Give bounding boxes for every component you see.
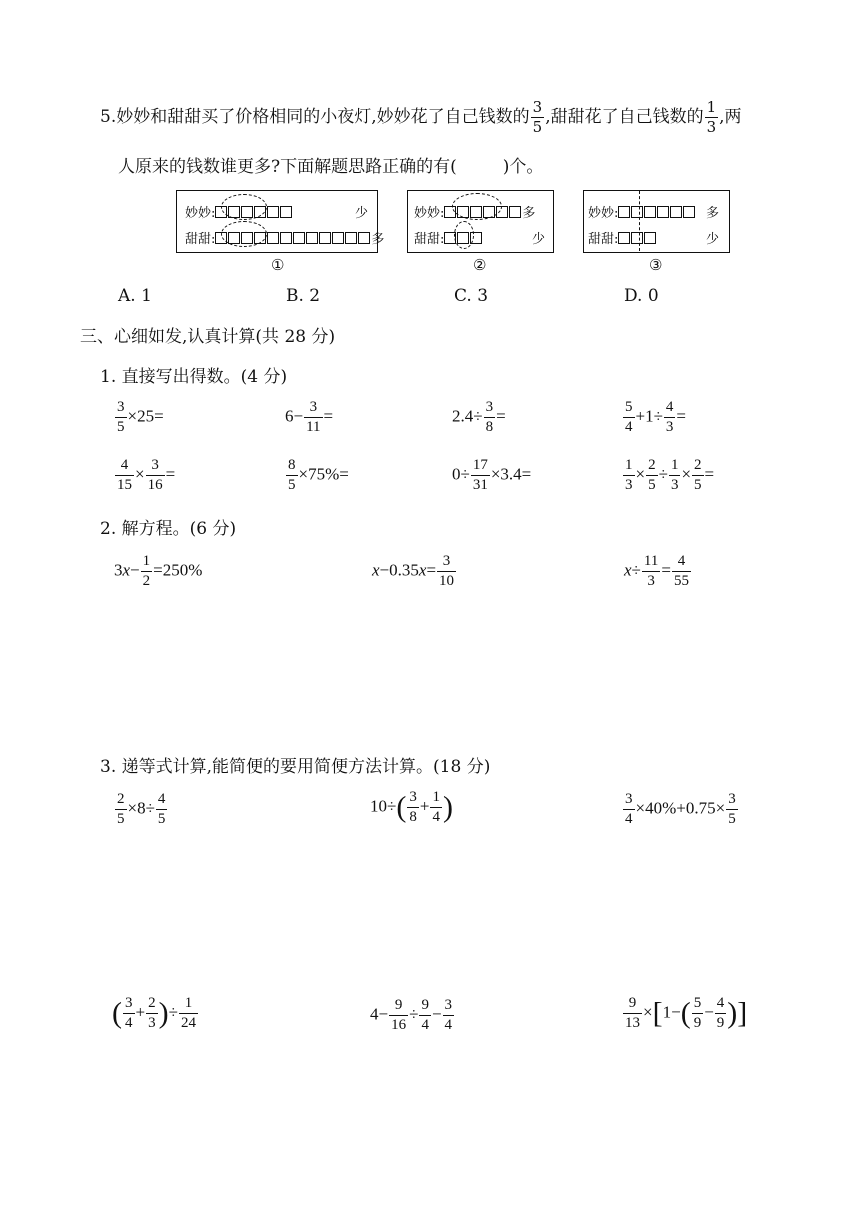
oral-calc-1: $\frac{3}{5}$ ×25= bbox=[117, 399, 164, 435]
q5-text-c: ,两 bbox=[719, 107, 742, 127]
oral-calc-2: 6− $\frac{3}{11}$ = bbox=[285, 399, 334, 435]
option-d[interactable]: D. 0 bbox=[624, 286, 659, 306]
diagram-word: 少 bbox=[706, 232, 720, 247]
section-title: 三、心细如发,认真计算(共 28 分) bbox=[80, 327, 336, 347]
fraction: $\frac{3}{5}$ bbox=[532, 98, 543, 136]
diagram-row-tiantian: 甜甜: bbox=[588, 228, 657, 247]
q5-line2: 人原来的钱数谁更多?下面解题思路正确的有( )个。 bbox=[118, 157, 544, 177]
diagram-3 bbox=[583, 190, 730, 253]
diagram-word: 少 bbox=[532, 232, 546, 247]
q5-text-a: 妙妙和甜甜买了价格相同的小夜灯,妙妙花了自己钱数的 bbox=[116, 107, 530, 127]
option-c[interactable]: C. 3 bbox=[454, 286, 489, 306]
equation-1: 3x− $\frac{1}{2}$ =250% bbox=[114, 553, 203, 589]
dashed-ellipse bbox=[452, 193, 502, 220]
dashed-divider bbox=[639, 191, 640, 251]
fraction: $\frac{1}{3}$ bbox=[706, 98, 717, 136]
step-calc-2: 10÷( $\frac{3}{8}$ + $\frac{1}{4}$ ) bbox=[370, 789, 453, 825]
step-calc-6: $\frac{9}{13}$ ×[1−( $\frac{5}{9}$ − $\frac{4}{9}$ )] bbox=[625, 995, 748, 1031]
diagram-caption: ③ bbox=[649, 256, 663, 274]
oral-calc-5: $\frac{4}{15}$ × $\frac{3}{16}$ = bbox=[117, 457, 176, 493]
diagram-row-miaomiao: 妙妙: 多 bbox=[414, 206, 536, 221]
oral-calc-4: $\frac{5}{4}$ +1÷ $\frac{4}{3}$ = bbox=[625, 399, 687, 435]
step-calc-1: $\frac{2}{5}$ ×8÷ $\frac{4}{5}$ bbox=[117, 791, 166, 827]
oral-calc-8: $\frac{1}{3}$ × $\frac{2}{5}$ ÷ $\frac{1}{3}$ × $\frac{2}{5}$ = bbox=[625, 457, 715, 493]
part3-title: 3. 递等式计算,能简便的要用简便方法计算。(18 分) bbox=[100, 757, 491, 777]
oral-calc-7: 0÷ $\frac{17}{31}$ ×3.4= bbox=[452, 457, 532, 493]
diagram-row-tiantian: 甜甜: bbox=[414, 228, 483, 247]
part2-title: 2. 解方程。(6 分) bbox=[100, 519, 237, 539]
diagram-2 bbox=[407, 190, 554, 253]
q5-text-b: ,甜甜花了自己钱数的 bbox=[545, 107, 704, 127]
option-b[interactable]: B. 2 bbox=[286, 286, 321, 306]
option-a[interactable]: A. 1 bbox=[118, 286, 152, 306]
diagram-caption: ② bbox=[473, 256, 487, 274]
q5-number: 5. bbox=[100, 107, 117, 127]
diagram-1 bbox=[176, 190, 385, 253]
dashed-ellipse bbox=[221, 194, 267, 220]
diagram-word: 多 bbox=[706, 206, 720, 221]
diagram-row-miaomiao: 妙妙: bbox=[185, 202, 293, 221]
part1-title: 1. 直接写出得数。(4 分) bbox=[100, 367, 288, 387]
equation-3: x÷ $\frac{11}{3}$ = $\frac{4}{55}$ bbox=[624, 553, 689, 589]
oral-calc-3: 2.4÷ $\frac{3}{8}$ = bbox=[452, 399, 506, 435]
q5-line1 bbox=[100, 100, 742, 135]
step-calc-4: ( $\frac{3}{4}$ + $\frac{2}{3}$ )÷ $\frac{1}{24}$ bbox=[112, 995, 196, 1031]
dashed-ellipse bbox=[454, 221, 474, 249]
diagram-word: 少 bbox=[355, 206, 369, 221]
dashed-ellipse bbox=[221, 221, 267, 247]
step-calc-3: $\frac{3}{4}$ ×40%+0.75× $\frac{3}{5}$ bbox=[625, 791, 736, 827]
diagram-row-miaomiao: 妙妙: bbox=[588, 202, 696, 221]
diagram-row-tiantian: 甜甜: 多 bbox=[185, 232, 385, 247]
oral-calc-6: $\frac{8}{5}$ ×75%= bbox=[288, 457, 349, 493]
step-calc-5: 4− $\frac{9}{16}$ ÷ $\frac{9}{4}$ − $\frac{3}{4}$ bbox=[370, 997, 453, 1033]
equation-2: x−0.35x= $\frac{3}{10}$ bbox=[372, 553, 455, 589]
diagram-caption: ① bbox=[271, 256, 285, 274]
